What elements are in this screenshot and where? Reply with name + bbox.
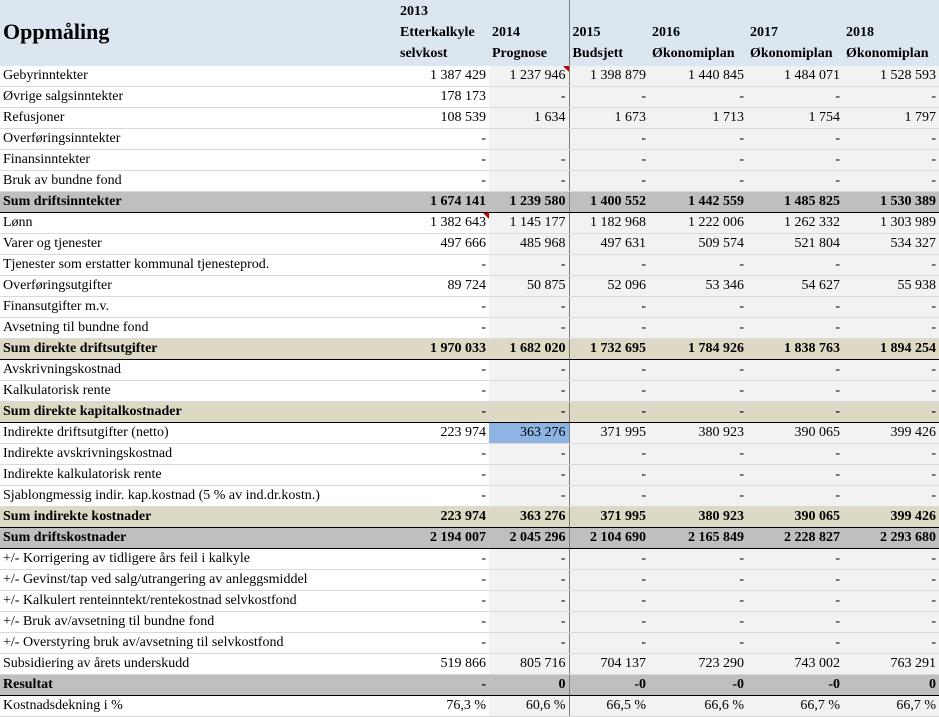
value-cell[interactable]: 1 634: [489, 108, 569, 129]
value-cell[interactable]: 1 674 141: [397, 192, 489, 213]
col-header-line: 2017: [750, 25, 778, 40]
value-cell[interactable]: -: [649, 612, 747, 633]
value-cell[interactable]: -: [397, 360, 489, 381]
value-cell[interactable]: 521 804: [747, 234, 843, 255]
value-cell[interactable]: 50 875: [489, 276, 569, 297]
sum-row: [0, 528, 939, 549]
value-cell[interactable]: -: [649, 444, 747, 465]
value-cell[interactable]: -: [649, 360, 747, 381]
value-cell[interactable]: -: [843, 444, 939, 465]
col-header-line: 2016: [652, 25, 680, 40]
value-cell[interactable]: 743 002: [747, 654, 843, 675]
value-cell[interactable]: -: [747, 591, 843, 612]
value-cell[interactable]: -: [747, 150, 843, 171]
col-header-line: Prognose: [492, 46, 547, 61]
value-cell[interactable]: -: [843, 402, 939, 423]
value-cell[interactable]: 1 382 643: [397, 213, 489, 234]
value-cell[interactable]: 1 530 389: [843, 192, 939, 213]
value-cell[interactable]: -: [397, 591, 489, 612]
value-cell[interactable]: -: [397, 171, 489, 192]
value-cell[interactable]: -: [747, 633, 843, 654]
value-cell[interactable]: 1 754: [747, 108, 843, 129]
value-cell[interactable]: 2 293 680: [843, 528, 939, 549]
value-cell[interactable]: -: [489, 591, 569, 612]
row-label[interactable]: Lønn: [0, 213, 397, 234]
value-cell[interactable]: -: [843, 297, 939, 318]
value-cell[interactable]: -: [569, 255, 649, 276]
row-label[interactable]: Finansinntekter: [0, 150, 397, 171]
sum-row: [0, 192, 939, 213]
value-cell[interactable]: -: [649, 591, 747, 612]
value-cell[interactable]: -: [569, 381, 649, 402]
value-cell[interactable]: -: [747, 297, 843, 318]
row-label[interactable]: +/- Kalkulert renteinntekt/rentekostnad selvkostfond: [0, 591, 397, 612]
value-cell[interactable]: 1 222 006: [649, 213, 747, 234]
value-cell[interactable]: 1 303 989: [843, 213, 939, 234]
value-cell[interactable]: -: [397, 675, 489, 696]
value-cell[interactable]: 704 137: [569, 654, 649, 675]
value-cell[interactable]: 1 237 946: [489, 66, 569, 87]
value-cell[interactable]: 1 784 926: [649, 339, 747, 360]
table-row: [0, 66, 939, 87]
value-cell[interactable]: -: [397, 129, 489, 150]
value-cell[interactable]: 2 045 296: [489, 528, 569, 549]
value-cell[interactable]: 485 968: [489, 234, 569, 255]
row-label[interactable]: +/- Overstyring bruk av/avsetning til selvkostfond: [0, 633, 397, 654]
value-cell[interactable]: -: [843, 129, 939, 150]
value-cell[interactable]: -: [843, 612, 939, 633]
value-cell[interactable]: -: [747, 381, 843, 402]
col-header-2013[interactable]: [397, 0, 489, 66]
value-cell[interactable]: -: [649, 465, 747, 486]
table-row: [0, 465, 939, 486]
value-cell[interactable]: 723 290: [649, 654, 747, 675]
table-row: [0, 129, 939, 150]
value-cell[interactable]: -: [747, 129, 843, 150]
value-cell[interactable]: -: [747, 486, 843, 507]
value-cell[interactable]: -: [489, 360, 569, 381]
value-cell[interactable]: 805 716: [489, 654, 569, 675]
value-cell[interactable]: 66,6 %: [649, 696, 747, 717]
value-cell[interactable]: 108 539: [397, 108, 489, 129]
table-row: [0, 612, 939, 633]
value-cell[interactable]: -: [649, 381, 747, 402]
value-cell[interactable]: -: [747, 87, 843, 108]
sum-row: [0, 339, 939, 360]
value-cell[interactable]: -: [489, 402, 569, 423]
col-header-line: Økonomiplan: [652, 46, 735, 61]
value-cell[interactable]: -: [569, 444, 649, 465]
table-row: [0, 570, 939, 591]
value-cell[interactable]: 76,3 %: [397, 696, 489, 717]
value-cell[interactable]: 1 838 763: [747, 339, 843, 360]
value-cell[interactable]: -: [843, 150, 939, 171]
value-cell[interactable]: 497 631: [569, 234, 649, 255]
value-cell[interactable]: -: [489, 465, 569, 486]
value-cell[interactable]: -: [649, 87, 747, 108]
value-cell[interactable]: -: [843, 255, 939, 276]
sum-row: [0, 507, 939, 528]
value-cell[interactable]: 380 923: [649, 423, 747, 444]
value-cell[interactable]: 66,7 %: [747, 696, 843, 717]
value-cell[interactable]: 66,7 %: [843, 696, 939, 717]
value-cell[interactable]: -: [489, 549, 569, 570]
value-cell[interactable]: 1 145 177: [489, 213, 569, 234]
value-cell[interactable]: -: [747, 255, 843, 276]
value-cell[interactable]: 497 666: [397, 234, 489, 255]
value-cell[interactable]: 1 400 552: [569, 192, 649, 213]
value-cell[interactable]: [489, 129, 569, 150]
table-row: [0, 423, 939, 444]
value-cell[interactable]: -: [843, 570, 939, 591]
value-cell[interactable]: -: [569, 570, 649, 591]
value-cell[interactable]: 399 426: [843, 423, 939, 444]
value-cell[interactable]: 371 995: [569, 423, 649, 444]
value-cell[interactable]: -: [569, 171, 649, 192]
value-cell[interactable]: -0: [649, 675, 747, 696]
row-label[interactable]: +/- Gevinst/tap ved salg/utrangering av anleggsmiddel: [0, 570, 397, 591]
value-cell[interactable]: -: [569, 591, 649, 612]
table-row: [0, 654, 939, 675]
value-cell[interactable]: 1 732 695: [569, 339, 649, 360]
row-label[interactable]: Overføringsutgifter: [0, 276, 397, 297]
value-cell[interactable]: -: [397, 318, 489, 339]
value-cell[interactable]: 1 484 071: [747, 66, 843, 87]
row-label[interactable]: Sum driftsinntekter: [0, 192, 397, 213]
value-cell[interactable]: -: [569, 486, 649, 507]
table-row: [0, 549, 939, 570]
value-cell[interactable]: -: [489, 171, 569, 192]
col-header-line: 2014: [492, 25, 520, 40]
value-cell[interactable]: -: [649, 171, 747, 192]
col-header-2018[interactable]: [843, 0, 939, 66]
value-cell[interactable]: 763 291: [843, 654, 939, 675]
row-label[interactable]: Bruk av bundne fond: [0, 171, 397, 192]
value-cell[interactable]: -: [649, 633, 747, 654]
value-cell[interactable]: 371 995: [569, 507, 649, 528]
value-cell[interactable]: 89 724: [397, 276, 489, 297]
value-cell[interactable]: 1 713: [649, 108, 747, 129]
value-cell[interactable]: 390 065: [747, 423, 843, 444]
row-label[interactable]: +/- Bruk av/avsetning til bundne fond: [0, 612, 397, 633]
table-row: [0, 591, 939, 612]
value-cell[interactable]: -: [569, 297, 649, 318]
value-cell[interactable]: 1 682 020: [489, 339, 569, 360]
value-cell[interactable]: -: [397, 465, 489, 486]
value-cell[interactable]: -: [397, 612, 489, 633]
value-cell[interactable]: -: [649, 150, 747, 171]
value-cell[interactable]: -: [569, 318, 649, 339]
row-label[interactable]: Indirekte kalkulatorisk rente: [0, 465, 397, 486]
table-row: [0, 234, 939, 255]
value-cell[interactable]: 178 173: [397, 87, 489, 108]
value-cell[interactable]: -: [747, 465, 843, 486]
value-cell[interactable]: -: [489, 255, 569, 276]
value-cell[interactable]: -: [397, 633, 489, 654]
row-label[interactable]: Sum indirekte kostnader: [0, 507, 397, 528]
value-cell[interactable]: -: [397, 297, 489, 318]
sum-row: [0, 675, 939, 696]
value-cell[interactable]: -: [843, 465, 939, 486]
selected-cell[interactable]: 363 276: [489, 423, 569, 444]
value-cell[interactable]: 223 974: [397, 507, 489, 528]
value-cell[interactable]: -: [569, 150, 649, 171]
value-cell[interactable]: -: [747, 171, 843, 192]
value-cell[interactable]: -: [843, 360, 939, 381]
col-header-line: Økonomiplan: [846, 46, 929, 61]
value-cell[interactable]: 1 440 845: [649, 66, 747, 87]
table-row: [0, 87, 939, 108]
table-row: [0, 360, 939, 381]
value-cell[interactable]: -: [569, 129, 649, 150]
header-row: [0, 0, 939, 66]
col-header-line: Økonomiplan: [750, 46, 833, 61]
table-row: [0, 318, 939, 339]
col-header-2015[interactable]: [569, 0, 649, 66]
value-cell[interactable]: 52 096: [569, 276, 649, 297]
value-cell[interactable]: -: [843, 549, 939, 570]
value-cell[interactable]: -: [489, 633, 569, 654]
value-cell[interactable]: -: [747, 318, 843, 339]
value-cell[interactable]: -: [397, 150, 489, 171]
value-cell[interactable]: 0: [843, 675, 939, 696]
value-cell[interactable]: -: [489, 297, 569, 318]
col-header-line: Budsjett: [572, 46, 624, 61]
col-header-2014[interactable]: [489, 0, 569, 66]
value-cell[interactable]: 0: [489, 675, 569, 696]
value-cell[interactable]: 1 442 559: [649, 192, 747, 213]
value-cell[interactable]: -: [747, 549, 843, 570]
value-cell[interactable]: 1 894 254: [843, 339, 939, 360]
value-cell[interactable]: 390 065: [747, 507, 843, 528]
value-cell[interactable]: -: [649, 318, 747, 339]
table-row: [0, 381, 939, 402]
row-label[interactable]: Varer og tjenester: [0, 234, 397, 255]
row-label[interactable]: Resultat: [0, 675, 397, 696]
row-label[interactable]: Gebyrinntekter: [0, 66, 397, 87]
row-label[interactable]: Sum direkte kapitalkostnader: [0, 402, 397, 423]
value-cell[interactable]: -: [747, 444, 843, 465]
row-label[interactable]: Kostnadsdekning i %: [0, 696, 397, 717]
value-cell[interactable]: -: [569, 612, 649, 633]
value-cell[interactable]: -: [843, 381, 939, 402]
value-cell[interactable]: 1 485 825: [747, 192, 843, 213]
table-row: [0, 150, 939, 171]
table-row: [0, 486, 939, 507]
value-cell[interactable]: -: [489, 381, 569, 402]
row-label[interactable]: Indirekte avskrivningskostnad: [0, 444, 397, 465]
value-cell[interactable]: 2 194 007: [397, 528, 489, 549]
value-cell[interactable]: -: [649, 402, 747, 423]
value-cell[interactable]: -: [397, 444, 489, 465]
value-cell[interactable]: -: [649, 486, 747, 507]
row-label[interactable]: Øvrige salgsinntekter: [0, 87, 397, 108]
col-header-line: Etterkalkyle: [400, 25, 475, 40]
row-label[interactable]: Sum driftskostnader: [0, 528, 397, 549]
value-cell[interactable]: -: [843, 591, 939, 612]
value-cell[interactable]: -: [489, 150, 569, 171]
value-cell[interactable]: -0: [747, 675, 843, 696]
value-cell[interactable]: -: [649, 297, 747, 318]
table-row: [0, 213, 939, 234]
row-label[interactable]: Avsetning til bundne fond: [0, 318, 397, 339]
value-cell[interactable]: -: [397, 402, 489, 423]
value-cell[interactable]: -: [489, 612, 569, 633]
col-header-line: 2013: [400, 4, 428, 19]
value-cell[interactable]: -: [569, 402, 649, 423]
value-cell[interactable]: 1 239 580: [489, 192, 569, 213]
value-cell[interactable]: 1 528 593: [843, 66, 939, 87]
value-cell[interactable]: -: [569, 549, 649, 570]
table-row: [0, 255, 939, 276]
value-cell[interactable]: 363 276: [489, 507, 569, 528]
table-row: [0, 108, 939, 129]
table-row: [0, 444, 939, 465]
row-label[interactable]: Avskrivningskostnad: [0, 360, 397, 381]
value-cell[interactable]: -: [489, 318, 569, 339]
row-label[interactable]: Finansutgifter m.v.: [0, 297, 397, 318]
value-cell[interactable]: 53 346: [649, 276, 747, 297]
value-cell[interactable]: 1 398 879: [569, 66, 649, 87]
value-cell[interactable]: -: [397, 381, 489, 402]
row-label[interactable]: Subsidiering av årets underskudd: [0, 654, 397, 675]
row-label[interactable]: Kalkulatorisk rente: [0, 381, 397, 402]
value-cell[interactable]: 509 574: [649, 234, 747, 255]
value-cell[interactable]: -0: [569, 675, 649, 696]
value-cell[interactable]: 2 165 849: [649, 528, 747, 549]
value-cell[interactable]: 55 938: [843, 276, 939, 297]
table-title: Oppmåling: [0, 0, 397, 66]
row-label[interactable]: Sjablongmessig indir. kap.kostnad (5 % av ind.dr.kostn.): [0, 486, 397, 507]
col-header-2017[interactable]: [747, 0, 843, 66]
col-header-2016[interactable]: [649, 0, 747, 66]
value-cell[interactable]: -: [397, 570, 489, 591]
value-cell[interactable]: 60,6 %: [489, 696, 569, 717]
value-cell[interactable]: -: [843, 486, 939, 507]
value-cell[interactable]: 380 923: [649, 507, 747, 528]
value-cell[interactable]: -: [649, 129, 747, 150]
value-cell[interactable]: 534 327: [843, 234, 939, 255]
value-cell[interactable]: 2 228 827: [747, 528, 843, 549]
row-label[interactable]: Overføringsinntekter: [0, 129, 397, 150]
value-cell[interactable]: -: [569, 87, 649, 108]
value-cell[interactable]: 1 797: [843, 108, 939, 129]
col-header-line: 2015: [572, 25, 601, 40]
col-header-line: 2018: [846, 25, 874, 40]
value-cell[interactable]: 1 182 968: [569, 213, 649, 234]
value-cell[interactable]: -: [397, 255, 489, 276]
value-cell[interactable]: 1 387 429: [397, 66, 489, 87]
col-header-line: selvkost: [400, 46, 448, 61]
value-cell[interactable]: -: [747, 360, 843, 381]
value-cell[interactable]: -: [649, 549, 747, 570]
value-cell[interactable]: -: [843, 171, 939, 192]
value-cell[interactable]: 1 970 033: [397, 339, 489, 360]
value-cell[interactable]: -: [843, 633, 939, 654]
value-cell[interactable]: -: [397, 549, 489, 570]
value-cell[interactable]: -: [747, 612, 843, 633]
value-cell[interactable]: 223 974: [397, 423, 489, 444]
value-cell[interactable]: -: [843, 87, 939, 108]
value-cell[interactable]: 1 262 332: [747, 213, 843, 234]
value-cell[interactable]: -: [397, 486, 489, 507]
value-cell[interactable]: 399 426: [843, 507, 939, 528]
sum-row: [0, 402, 939, 423]
table-row: [0, 276, 939, 297]
value-cell[interactable]: 1 673: [569, 108, 649, 129]
row-label[interactable]: +/- Korrigering av tidligere års feil i kalkyle: [0, 549, 397, 570]
value-cell[interactable]: -: [569, 633, 649, 654]
row-label[interactable]: Tjenester som erstatter kommunal tjenesteprod.: [0, 255, 397, 276]
value-cell[interactable]: -: [747, 570, 843, 591]
value-cell[interactable]: -: [489, 486, 569, 507]
row-label[interactable]: Refusjoner: [0, 108, 397, 129]
value-cell[interactable]: 66,5 %: [569, 696, 649, 717]
value-cell[interactable]: -: [489, 444, 569, 465]
value-cell[interactable]: -: [569, 360, 649, 381]
value-cell[interactable]: -: [843, 318, 939, 339]
table-row: [0, 297, 939, 318]
value-cell[interactable]: -: [489, 570, 569, 591]
value-cell[interactable]: -: [747, 402, 843, 423]
table-row: [0, 633, 939, 654]
value-cell[interactable]: 2 104 690: [569, 528, 649, 549]
row-label[interactable]: Sum direkte driftsutgifter: [0, 339, 397, 360]
value-cell[interactable]: 54 627: [747, 276, 843, 297]
table-row: [0, 696, 939, 717]
row-label[interactable]: Indirekte driftsutgifter (netto): [0, 423, 397, 444]
value-cell[interactable]: -: [489, 87, 569, 108]
value-cell[interactable]: -: [569, 465, 649, 486]
value-cell[interactable]: 519 866: [397, 654, 489, 675]
value-cell[interactable]: -: [649, 255, 747, 276]
table-row: [0, 171, 939, 192]
value-cell[interactable]: -: [649, 570, 747, 591]
